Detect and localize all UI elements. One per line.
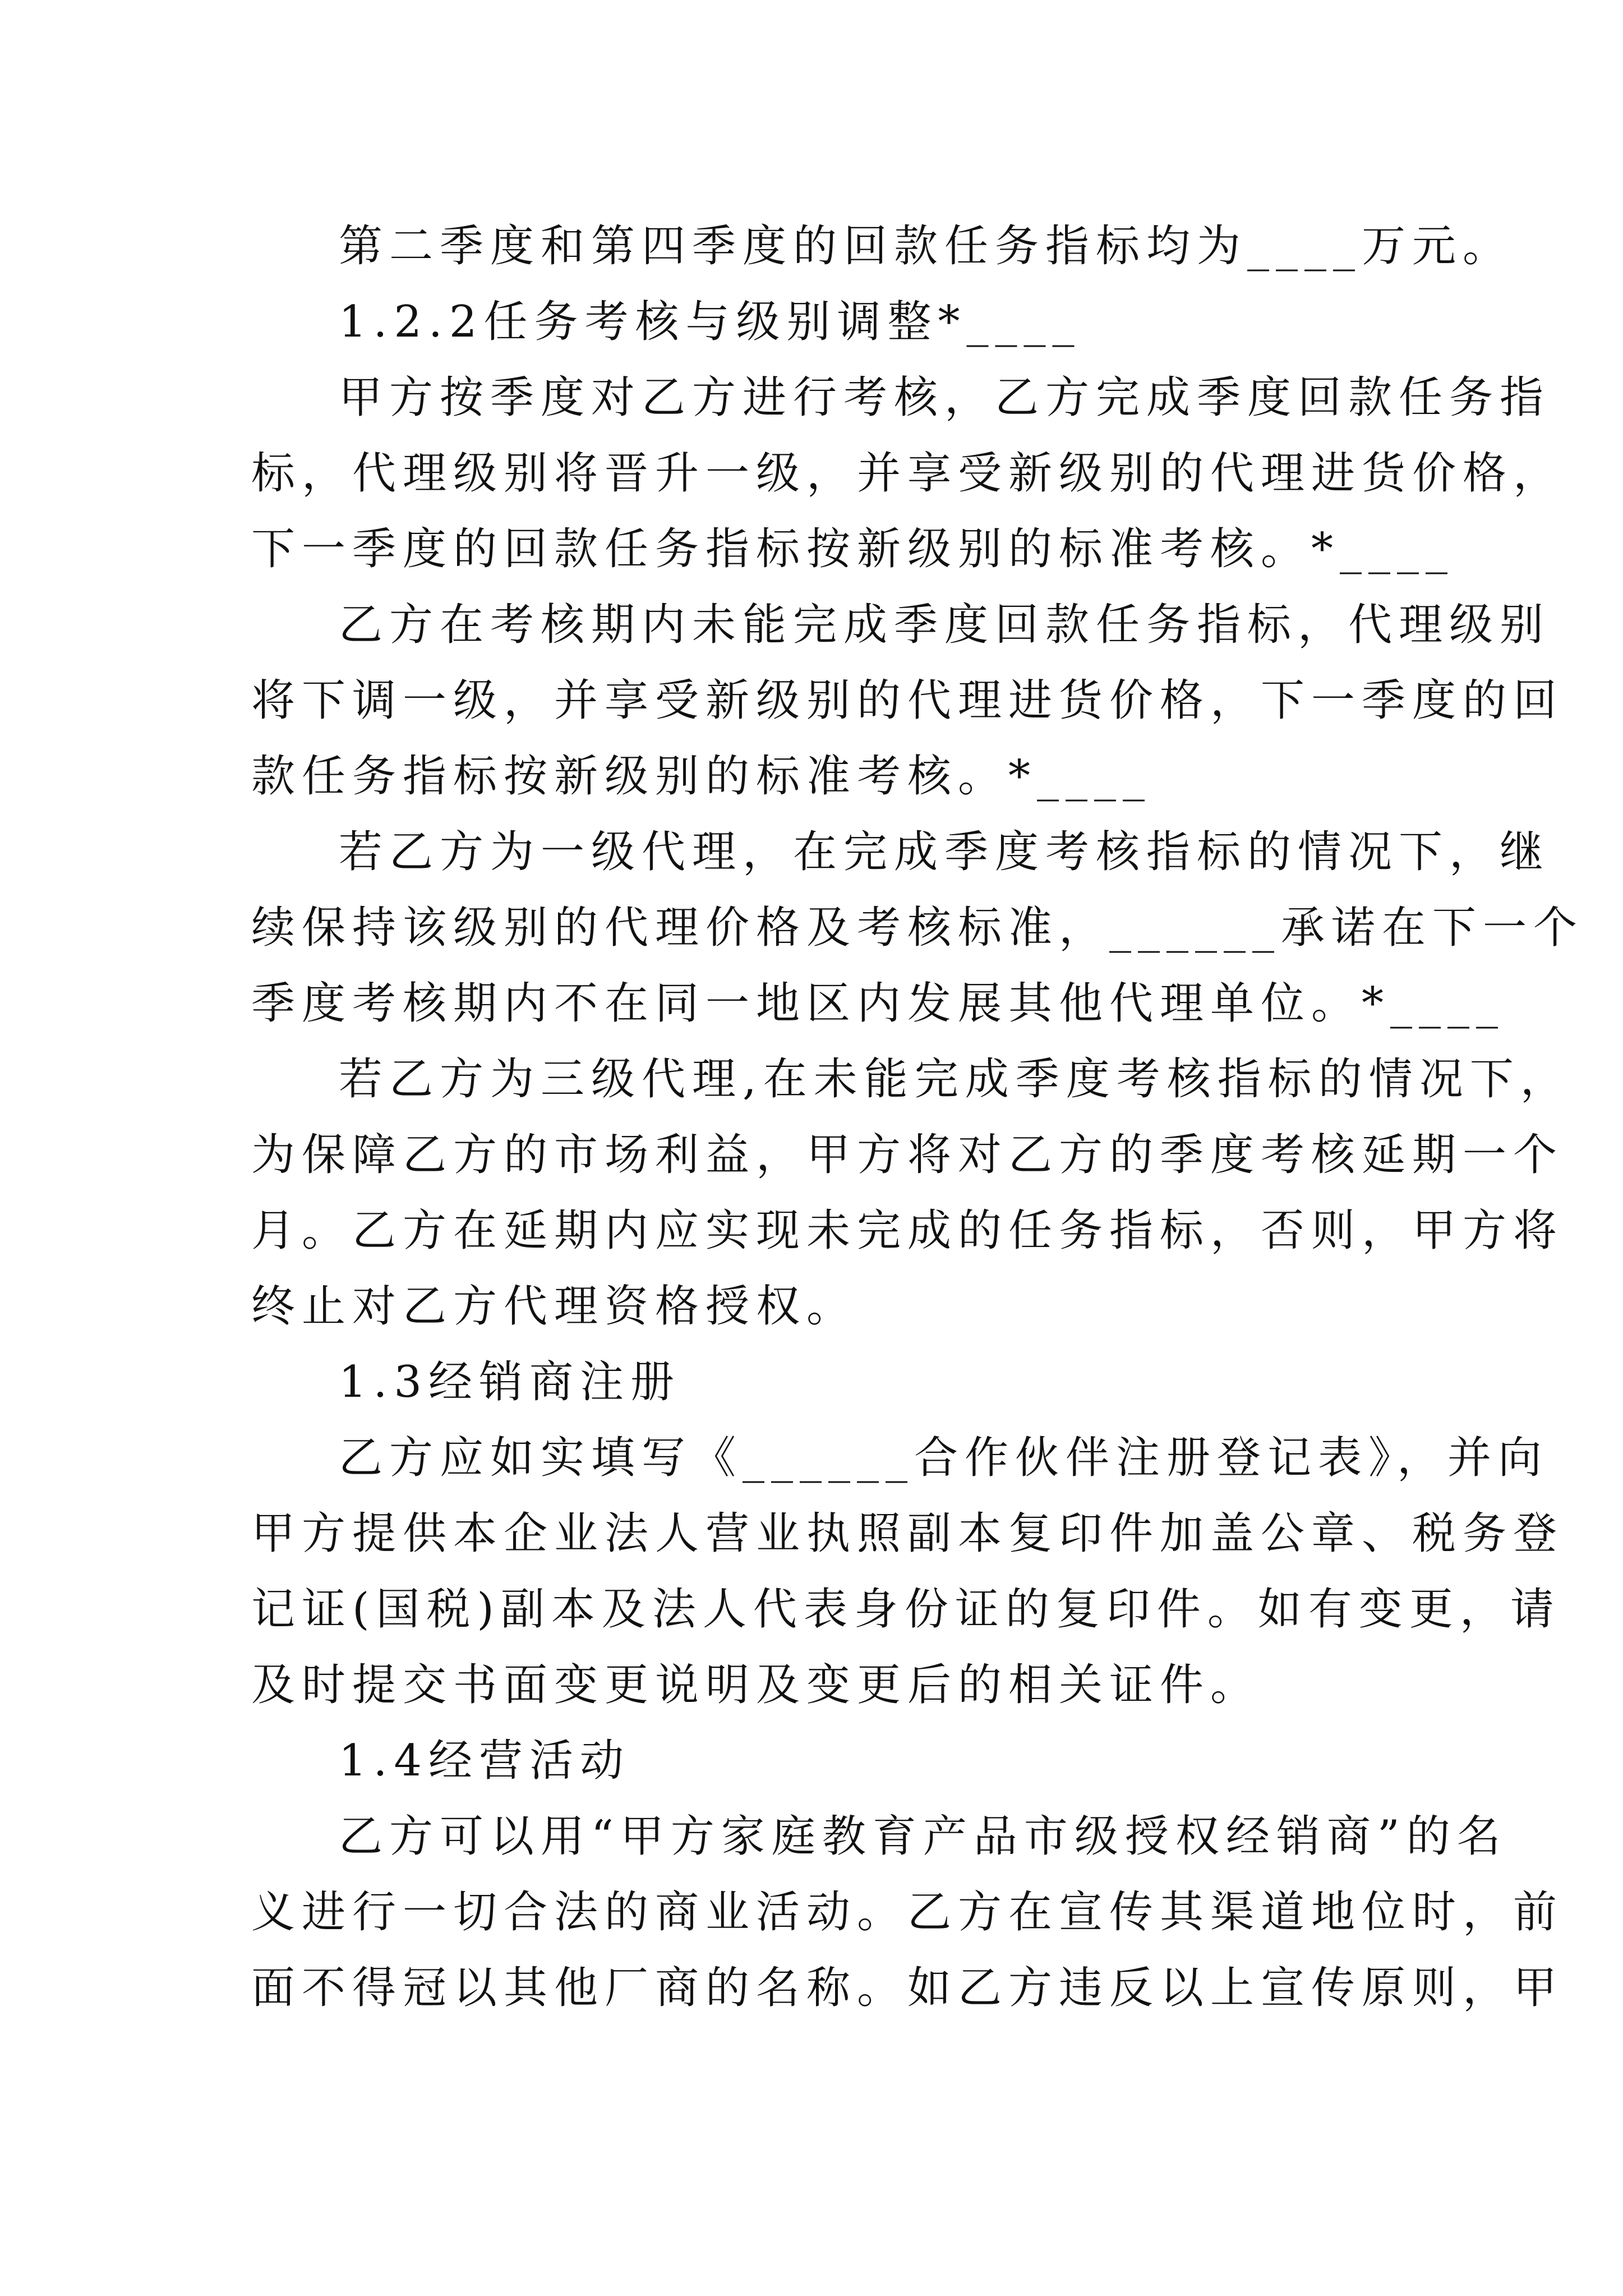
document-body [251, 209, 1584, 2026]
text-line: 月。乙方在延期内应实现未完成的任务指标，否则，甲方将 [251, 1205, 1564, 1256]
text-line: 为保障乙方的市场利益，甲方将对乙方的季度考核延期一个 [251, 1130, 1564, 1180]
text-line: 乙方可以用“甲方家庭教育产品市级授权经销商”的名 [339, 1811, 1507, 1862]
text-line: 甲方提供本企业法人营业执照副本复印件加盖公章、税务登 [251, 1508, 1564, 1559]
text-line: 1.4经营活动 [339, 1736, 631, 1786]
text-line: 第二季度和第四季度的回款任务指标均为____万元。 [339, 221, 1514, 272]
text-line: 若乙方为一级代理，在完成季度考核指标的情况下，继 [339, 827, 1551, 877]
text-line: 款任务指标按新级别的标准考核。*____ [251, 751, 1152, 802]
text-line: 1.2.2任务考核与级别调整*____ [339, 297, 1081, 347]
text-line: 1.3经销商注册 [339, 1357, 681, 1407]
text-line: 面不得冠以其他厂商的名称。如乙方违反以上宣传原则，甲 [251, 1963, 1564, 2013]
text-line: 甲方按季度对乙方进行考核，乙方完成季度回款任务指 [339, 372, 1551, 423]
text-line: 乙方在考核期内未能完成季度回款任务指标，代理级别 [339, 600, 1551, 650]
text-line: 及时提交书面变更说明及变更后的相关证件。 [251, 1660, 1261, 1710]
text-line: 义进行一切合法的商业活动。乙方在宣传其渠道地位时，前 [251, 1887, 1564, 1938]
text-line: 若乙方为三级代理,在未能完成季度考核指标的情况下， [339, 1054, 1571, 1105]
text-line: 下一季度的回款任务指标按新级别的标准考核。*____ [251, 524, 1455, 574]
text-line: 季度考核期内不在同一地区内发展其他代理单位。*____ [251, 978, 1505, 1029]
text-line: 续保持该级别的代理价格及考核标准，______承诺在下一个 [251, 903, 1584, 953]
text-line: 记证(国税)副本及法人代表身份证的复印件。如有变更，请 [251, 1584, 1561, 1635]
text-line: 乙方应如实填写《______合作伙伴注册登记表》，并向 [339, 1433, 1549, 1483]
text-line: 标，代理级别将晋升一级，并享受新级别的代理进货价格， [251, 448, 1564, 499]
text-line: 终止对乙方代理资格授权。 [251, 1281, 857, 1332]
text-line: 将下调一级，并享受新级别的代理进货价格，下一季度的回 [251, 675, 1564, 726]
